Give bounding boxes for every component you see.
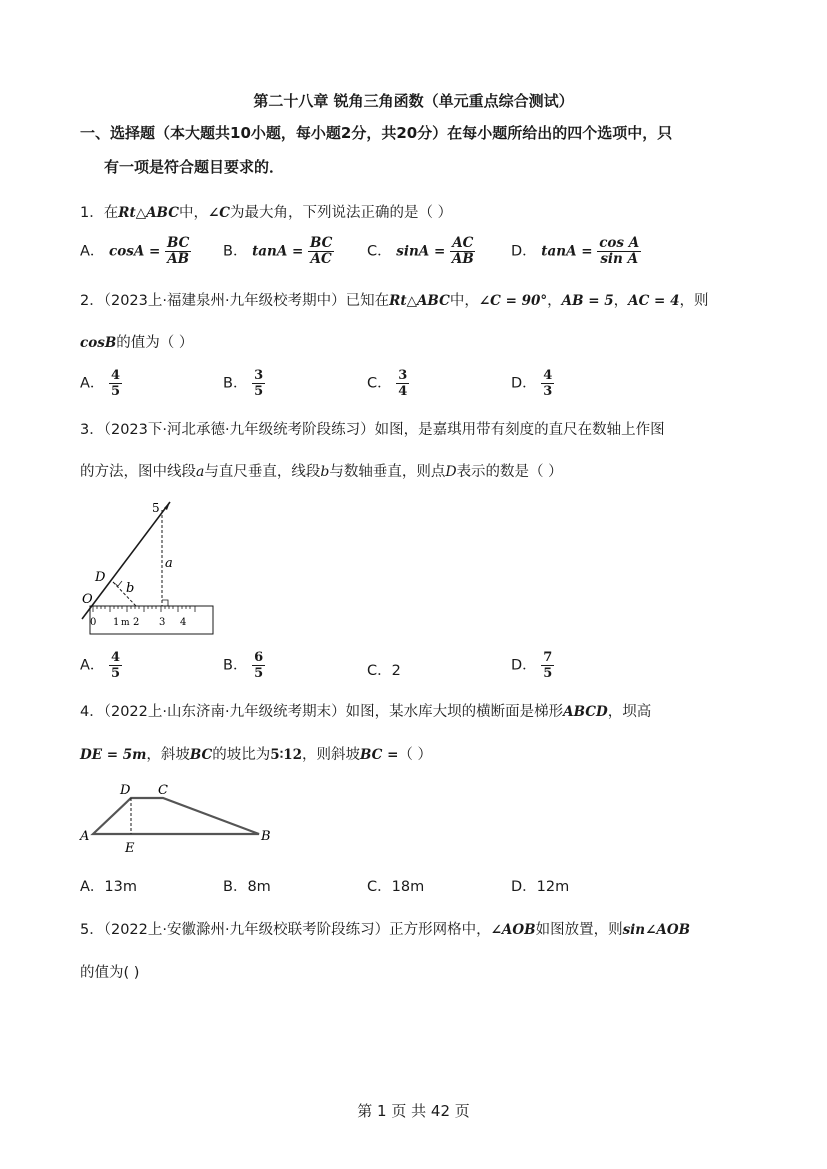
denominator: AB bbox=[167, 251, 190, 267]
text: 中， bbox=[178, 205, 208, 221]
option-label: D． bbox=[511, 657, 537, 674]
option-value: 2 bbox=[391, 663, 401, 679]
q4-option-b[interactable] bbox=[223, 875, 271, 896]
question-number: 2． bbox=[80, 293, 104, 309]
q2-option-c[interactable] bbox=[367, 368, 409, 399]
q1-option-b[interactable] bbox=[223, 236, 334, 267]
text: 的方法，图中线段 bbox=[80, 464, 196, 480]
math: ∠C = 90° bbox=[478, 293, 548, 309]
fraction bbox=[450, 236, 476, 267]
fraction bbox=[109, 650, 122, 681]
math: D bbox=[445, 464, 457, 480]
unit-label: m bbox=[121, 618, 130, 628]
fraction bbox=[252, 368, 265, 399]
tick-label-4: 4 bbox=[180, 617, 187, 628]
text: ， bbox=[547, 293, 562, 309]
trapezoid-abcd bbox=[93, 798, 259, 834]
q4-option-c[interactable] bbox=[367, 875, 424, 896]
option-label: C． bbox=[367, 879, 392, 895]
tick-label-0: 0 bbox=[90, 617, 97, 628]
text: 的值为（ ） bbox=[116, 335, 194, 351]
q4-option-a[interactable] bbox=[80, 875, 137, 896]
math: ∠AOB bbox=[490, 922, 536, 938]
option-label: C． bbox=[367, 375, 392, 392]
label-b: B bbox=[261, 829, 271, 844]
page-title: 第二十八章 锐角三角函数（单元重点综合测试） bbox=[253, 92, 574, 110]
denominator: 5 bbox=[111, 666, 121, 681]
numerator: 3 bbox=[398, 368, 408, 383]
option-value: 8m bbox=[247, 879, 271, 895]
question-4-stem-line2 bbox=[80, 743, 432, 764]
option-label: D． bbox=[511, 243, 537, 260]
q2-option-d[interactable] bbox=[511, 368, 554, 399]
option-label: D． bbox=[511, 375, 537, 392]
math: Rt△ABC bbox=[389, 293, 450, 309]
text: ， bbox=[613, 293, 629, 309]
denominator: 3 bbox=[543, 384, 553, 399]
section-heading-line1: 一、选择题（本大题共10小题，每小题2分，共20分）在每小题所给出的四个选项中，只 bbox=[80, 124, 673, 142]
option-label: B． bbox=[223, 243, 248, 260]
option-label: A． bbox=[80, 375, 105, 392]
page-footer bbox=[0, 1100, 827, 1121]
tick-label-3: 3 bbox=[159, 617, 166, 628]
math: tanA = bbox=[252, 243, 304, 260]
question-2-stem-line1 bbox=[80, 289, 708, 310]
numerator: 4 bbox=[111, 650, 121, 665]
fraction bbox=[541, 368, 554, 399]
label-5: 5 bbox=[152, 501, 160, 515]
footer-text: 页 bbox=[454, 1102, 470, 1120]
text: ，坝高 bbox=[607, 704, 652, 720]
denominator: 5 bbox=[111, 384, 121, 399]
denominator: sin A bbox=[600, 251, 639, 267]
option-value: 12m bbox=[536, 879, 570, 895]
q4-option-d[interactable] bbox=[511, 875, 569, 896]
option-label: A． bbox=[80, 879, 105, 895]
section-heading-line2: 有一项是符合题目要求的． bbox=[104, 158, 285, 176]
math: 5∶12 bbox=[270, 747, 302, 763]
math: BC bbox=[189, 747, 213, 763]
ruler-ticks bbox=[93, 606, 195, 612]
fraction bbox=[165, 236, 191, 267]
current-page-number: 1 bbox=[376, 1102, 387, 1120]
numerator: cos A bbox=[599, 235, 640, 251]
q1-option-d[interactable] bbox=[511, 236, 641, 267]
fraction bbox=[541, 650, 554, 681]
text: 如图放置，则 bbox=[535, 922, 623, 938]
question-1-stem bbox=[80, 201, 452, 222]
numerator: BC bbox=[166, 235, 190, 251]
text: 与数轴垂直，则点 bbox=[329, 464, 446, 480]
option-label: C． bbox=[367, 663, 392, 679]
numerator: AC bbox=[452, 235, 474, 251]
text: （2022上·山东济南·九年级统考期末）如图，某水库大坝的横断面是梯形 bbox=[103, 704, 564, 720]
question-5-stem-line1 bbox=[80, 918, 690, 939]
numerator: BC bbox=[309, 235, 333, 251]
text: ，则 bbox=[679, 293, 709, 309]
denominator: AC bbox=[310, 251, 332, 267]
footer-text: 第 bbox=[357, 1102, 373, 1120]
math: a bbox=[196, 464, 205, 480]
fraction bbox=[308, 236, 334, 267]
text: （ ） bbox=[398, 747, 433, 763]
total-page-count: 42 bbox=[430, 1102, 450, 1120]
text: 的坡比为 bbox=[212, 747, 271, 763]
question-number: 4． bbox=[80, 704, 104, 720]
text: 的值为( ) bbox=[80, 965, 140, 981]
text: 在 bbox=[103, 205, 119, 221]
text: （2022上·安徽滁州·九年级校联考阶段练习）正方形网格中， bbox=[103, 922, 491, 938]
q2-option-b[interactable] bbox=[223, 368, 265, 399]
option-label: C． bbox=[367, 243, 392, 260]
q3-option-a[interactable] bbox=[80, 650, 122, 681]
fraction bbox=[597, 236, 641, 267]
math: Rt△ABC bbox=[118, 205, 179, 221]
text: （2023上·福建泉州·九年级校考期中）已知在 bbox=[103, 293, 390, 309]
question-number: 1． bbox=[80, 205, 104, 221]
numerator: 4 bbox=[543, 368, 553, 383]
q1-option-a[interactable] bbox=[80, 236, 191, 267]
label-c: C bbox=[158, 783, 168, 798]
denominator: 5 bbox=[543, 666, 553, 681]
q2-option-a[interactable] bbox=[80, 368, 122, 399]
q1-option-c[interactable] bbox=[367, 236, 476, 267]
fraction bbox=[396, 368, 409, 399]
denominator: 4 bbox=[398, 384, 408, 399]
math: AC = 4 bbox=[628, 293, 680, 309]
math: sin∠AOB bbox=[622, 922, 691, 938]
right-angle-mark bbox=[162, 600, 168, 606]
option-label: A． bbox=[80, 243, 105, 260]
label-a: A bbox=[80, 829, 90, 844]
math: cosB bbox=[80, 335, 117, 351]
question-2-stem-line2 bbox=[80, 331, 193, 352]
q3-option-c[interactable] bbox=[367, 659, 401, 680]
text: 为最大角，下列说法正确的是（ ） bbox=[230, 205, 453, 221]
math: b bbox=[320, 464, 330, 480]
math: BC = bbox=[360, 747, 399, 763]
tick-label-2: 2 bbox=[133, 617, 140, 628]
text: （2023下·河北承德·九年级统考阶段练习）如图，是嘉琪用带有刻度的直尺在数轴上作图 bbox=[103, 422, 665, 438]
q3-option-b[interactable] bbox=[223, 650, 265, 681]
math: ABCD bbox=[563, 704, 608, 720]
slanted-line bbox=[82, 502, 170, 619]
text: ，斜坡 bbox=[146, 747, 190, 763]
ruler-number-line-figure bbox=[76, 496, 221, 641]
label-d: D bbox=[120, 783, 131, 798]
question-number: 3． bbox=[80, 422, 104, 438]
label-b: b bbox=[126, 581, 135, 596]
numerator: 4 bbox=[111, 368, 121, 383]
label-a: a bbox=[165, 556, 173, 571]
text: 与直尺垂直，线段 bbox=[204, 464, 321, 480]
math: sinA = bbox=[396, 243, 446, 260]
question-5-stem-line2 bbox=[80, 961, 139, 982]
option-value: 13m bbox=[104, 879, 137, 895]
option-label: B． bbox=[223, 657, 248, 674]
ruler bbox=[90, 606, 213, 634]
math: ∠C bbox=[207, 205, 231, 221]
footer-text: 共 bbox=[411, 1102, 427, 1120]
numerator: 6 bbox=[254, 650, 264, 665]
question-3-stem-line1 bbox=[80, 418, 665, 439]
math: DE = 5m bbox=[80, 747, 147, 763]
math: cosA = bbox=[109, 243, 161, 260]
text: ，则斜坡 bbox=[302, 747, 360, 763]
text: 中， bbox=[449, 293, 479, 309]
numerator: 7 bbox=[543, 650, 553, 665]
fraction bbox=[252, 650, 265, 681]
option-label: B． bbox=[223, 375, 248, 392]
question-number: 5． bbox=[80, 922, 104, 938]
label-e: E bbox=[125, 841, 135, 856]
tick-label-1: 1 bbox=[113, 617, 120, 628]
q3-option-d[interactable] bbox=[511, 650, 554, 681]
footer-text: 页 bbox=[391, 1102, 407, 1120]
question-4-stem-line1 bbox=[80, 700, 651, 721]
math: tanA = bbox=[541, 243, 593, 260]
option-value: 18m bbox=[391, 879, 425, 895]
fraction bbox=[109, 368, 122, 399]
question-3-stem-line2 bbox=[80, 460, 563, 481]
numerator: 3 bbox=[254, 368, 264, 383]
trapezoid-dam-figure bbox=[76, 778, 276, 858]
option-label: D． bbox=[511, 879, 537, 895]
math: AB = 5 bbox=[561, 293, 614, 309]
right-angle-mark bbox=[113, 581, 122, 586]
denominator: 5 bbox=[254, 384, 264, 399]
label-d: D bbox=[95, 570, 106, 585]
text: 表示的数是（ ） bbox=[456, 464, 563, 480]
denominator: AB bbox=[451, 251, 474, 267]
denominator: 5 bbox=[254, 666, 264, 681]
label-o: O bbox=[82, 592, 93, 607]
option-label: B． bbox=[223, 879, 248, 895]
option-label: A． bbox=[80, 657, 105, 674]
